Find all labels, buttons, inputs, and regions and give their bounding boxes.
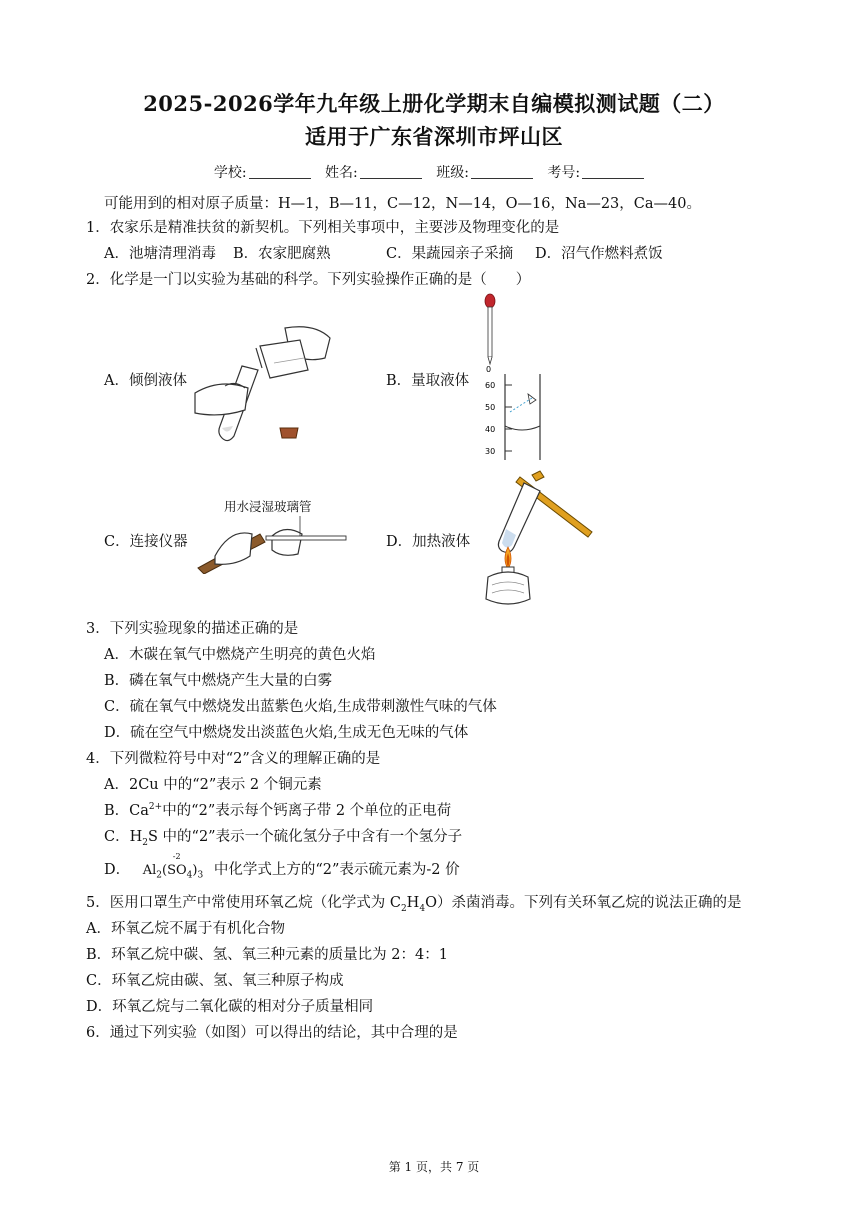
- q4-d-label: D．: [104, 862, 131, 878]
- q5-option-a: A．环氧乙烷不属于有机化合物: [86, 921, 285, 937]
- q2-option-c: C．连接仪器: [104, 534, 188, 550]
- q6-stem: 6．通过下列实验（如图）可以得出的结论，其中合理的是: [86, 1025, 458, 1041]
- q5-stem-post: O）杀菌消毒。下列有关环氧乙烷的说法正确的是: [425, 895, 742, 911]
- q1-option-b: B．农家肥腐熟: [233, 246, 331, 262]
- exam-subtitle: 适用于广东省深圳市坪山区: [305, 124, 563, 149]
- q5-option-d: D．环氧乙烷与二氧化碳的相对分子质量相同: [86, 999, 374, 1015]
- q4-option-a: A．2Cu 中的“2”表示 2 个铜元素: [104, 777, 322, 793]
- class-label: 班级:: [436, 165, 469, 181]
- school-label: 学校:: [213, 165, 247, 181]
- q4-c-sub: 2: [142, 837, 148, 848]
- cyl-tick-30: 30: [485, 447, 496, 456]
- name-blank[interactable]: [360, 164, 422, 179]
- q3-option-d: D．硫在空气中燃烧发出淡蓝色火焰,生成无色无味的气体: [104, 725, 469, 741]
- q3-option-b: B．磷在氧气中燃烧产生大量的白雾: [104, 673, 333, 689]
- q4-stem: 4．下列微粒符号中对“2”含义的理解正确的是: [86, 751, 381, 767]
- formula-close: ): [192, 863, 198, 878]
- page-footer: 第 1 页，共 7 页: [388, 1160, 480, 1174]
- exam-number-blank[interactable]: [582, 164, 644, 179]
- q5-option-b: B．环氧乙烷中碳、氢、氧三种元素的质量比为 2：4：1: [86, 947, 448, 963]
- dropper-tick: 0: [486, 365, 492, 374]
- name-label: 姓名:: [325, 165, 358, 181]
- formula-al-sub: 2: [156, 870, 163, 881]
- q3-option-a: A．木碳在氧气中燃烧产生明亮的黄色火焰: [104, 647, 376, 663]
- q5-sub2: 4: [419, 903, 426, 914]
- graduated-cylinder-figure: [470, 292, 550, 460]
- q5-stem: [86, 891, 741, 914]
- q5-sub1: 2: [400, 903, 407, 914]
- q1-stem: 1．农家乐是精准扶贫的新契机。下列相关事项中，主要涉及物理变化的是: [86, 220, 560, 236]
- q4-d-text: 中化学式上方的“2”表示硫元素为-2 价: [213, 862, 460, 878]
- q5-option-c: C．环氧乙烷由碳、氢、氧三种原子构成: [86, 973, 344, 989]
- q2-option-b: B．量取液体: [386, 373, 470, 389]
- cyl-tick-50: 50: [485, 403, 496, 412]
- q5-stem-pre: 5．医用口罩生产中常使用环氧乙烷（化学式为 C: [86, 895, 401, 911]
- exam-number-label: 考号:: [547, 165, 581, 181]
- cyl-tick-40: 40: [485, 425, 496, 434]
- pouring-liquid-figure: [190, 318, 340, 448]
- formula-al: Al: [142, 863, 157, 878]
- q1-option-d: D．沼气作燃料煮饭: [535, 246, 663, 262]
- q4-option-c: [104, 825, 462, 848]
- q2-stem: 2．化学是一门以实验为基础的科学。下列实验操作正确的是（ ）: [86, 272, 531, 288]
- q3-option-c: C．硫在氧气中燃烧发出蓝紫色火焰,生成带刺激性气味的气体: [104, 699, 497, 715]
- q4-d-formula: [142, 852, 204, 881]
- formula-sub3: 3: [197, 870, 204, 881]
- q3-stem: 3．下列实验现象的描述正确的是: [86, 621, 299, 637]
- q4-b-post: 中的“2”表示每个钙离子带 2 个单位的正电荷: [162, 803, 452, 819]
- school-blank[interactable]: [249, 164, 311, 179]
- atomic-masses: 可能用到的相对原子质量：H—1，B—11，C—12，N—14，O—16，Na—23，Ca—40。: [104, 196, 701, 212]
- q4-b-sup: 2+: [148, 802, 163, 813]
- q4-option-d: [104, 852, 460, 881]
- formula-valence: -2: [172, 852, 181, 861]
- q4-c-post: S 中的“2”表示一个硫化氢分子中含有一个氢分子: [147, 829, 463, 845]
- q2-c-caption: 用水浸湿玻璃管: [224, 499, 312, 514]
- q4-option-b: [104, 799, 451, 820]
- exam-title: 2025-2026学年九年级上册化学期末自编模拟测试题（二）: [143, 91, 725, 116]
- student-info-row: [0, 162, 868, 182]
- q1-option-a: A．池塘清理消毒: [104, 246, 216, 262]
- formula-so4: (SO: [162, 863, 187, 878]
- heating-liquid-figure: [470, 467, 600, 609]
- cyl-tick-60: 60: [485, 381, 496, 390]
- q4-c-pre: C．H: [104, 829, 143, 845]
- q1-option-c: C．果蔬园亲子采摘: [386, 246, 514, 262]
- formula-so4-sub: 4: [186, 870, 193, 881]
- q5-stem-mid: H: [406, 895, 420, 911]
- q2-option-d: D．加热液体: [386, 534, 471, 550]
- q4-b-pre: B．Ca: [104, 803, 149, 819]
- connecting-apparatus-figure: [190, 516, 350, 574]
- class-blank[interactable]: [471, 164, 533, 179]
- q2-option-a: A．倾倒液体: [104, 373, 187, 389]
